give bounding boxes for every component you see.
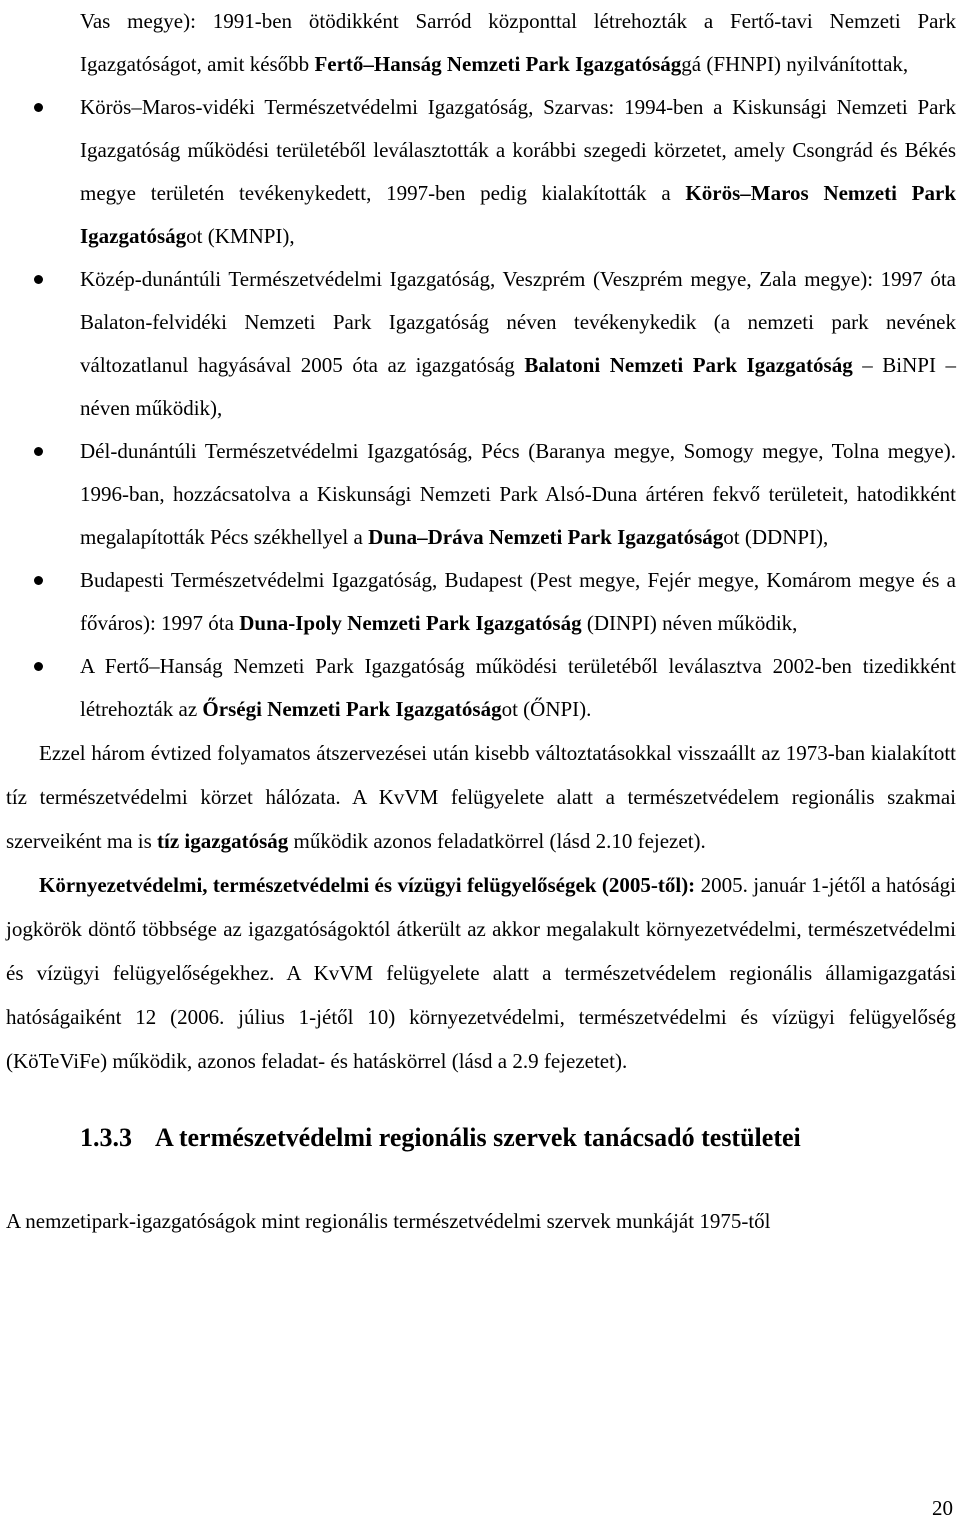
list-item xyxy=(6,0,956,86)
paragraph-lead-heading: Környezetvédelmi, természetvédelmi és vízügyi felügyelőségek (2005-től): xyxy=(39,873,696,897)
list-item xyxy=(6,430,956,559)
section-number: 1.3.3 xyxy=(80,1123,132,1152)
list-item-text: (DINPI) néven működik, xyxy=(581,611,798,635)
bullet-icon xyxy=(34,275,43,284)
list-item xyxy=(6,559,956,645)
list-item-text: ot (DDNPI), xyxy=(723,525,829,549)
list-item-text: Dél-dunántúli Természetvédelmi Igazgatóság, Pécs (Baranya megye, Somogy megye, Tolna megye). 1996-ban, hozzácsatolva a Kiskunsági Nemzeti Park Alsó-Duna ártéren fekvő területeit, hatodikként megalapították Pécs székhellyel a xyxy=(80,439,956,549)
bullet-icon xyxy=(34,103,43,112)
paragraph-text: A nemzetipark-igazgatóságok mint regionális természetvédelmi szervek munkáját 1975-től xyxy=(6,1209,771,1233)
directorate-list xyxy=(6,0,956,731)
paragraph-text: 2005. január 1-jétől a hatósági jogkörök döntő többsége az igazgatóságoktól átkerült az akkor megalakult környezetvédelmi, természetvédelmi és vízügyi felügyelőségekhez. A KvVM felügyelete alatt a természetvédelem regionális államigazgatási hatóságaiként 12 (2006. július 1-jétől 10) környezetvédelmi, természetvédelmi és vízügyi felügyelőség (KöTeViFe) működik, azonos feladat- és hatáskörrel (lásd a 2.9 fejezetet). xyxy=(6,873,957,1073)
list-item-text: Vas megye): 1991-ben ötödikként Sarród központtal létrehozták a Fertő-tavi Nemzeti Park Igazgatóságot, amit később xyxy=(80,9,956,76)
paragraph-bold-text: tíz igazgatóság xyxy=(157,829,289,853)
paragraph-text: működik azonos feladatkörrel (lásd 2.10 fejezet). xyxy=(288,829,706,853)
summary-paragraph xyxy=(6,731,956,863)
paragraph-text: Ezzel három évtized folyamatos átszervezései után kisebb változtatásokkal visszaállt az 1973-ban kialakított tíz természetvédelmi körzet hálózata. A KvVM felügyelete alatt a természetvédelem regionális szakmai szerveiként ma is xyxy=(6,741,956,853)
list-item-bold-name: Körös–Maros Nemzeti Park Igazgatóság xyxy=(80,181,956,248)
list-item-text: ot (ŐNPI). xyxy=(501,697,592,721)
inspectorates-paragraph xyxy=(6,863,956,1083)
list-item-bold-name: Duna–Dráva Nemzeti Park Igazgatóság xyxy=(368,525,724,549)
list-item-text: A Fertő–Hanság Nemzeti Park Igazgatóság működési területéből leválasztva 2002-ben tizedikként létrehozták az xyxy=(80,654,956,721)
list-item-text: ot (KMNPI), xyxy=(186,224,295,248)
bullet-icon xyxy=(34,447,43,456)
list-item-bold-name: Balatoni Nemzeti Park Igazgatóság xyxy=(524,353,853,377)
list-item xyxy=(6,258,956,430)
list-item-text: Körös–Maros-vidéki Természetvédelmi Igazgatóság, Szarvas: 1994-ben a Kiskunsági Nemzeti Park Igazgatóság működési területéből leválasztották a korábbi szegedi körzetet, amely Csongrád és Békés megye területén tevékenykedett, 1997-ben pedig kialakították a xyxy=(80,95,956,205)
document-page xyxy=(6,0,956,1243)
list-item-text: Közép-dunántúli Természetvédelmi Igazgatóság, Veszprém (Veszprém megye, Zala megye): 1997 óta Balaton-felvidéki Nemzeti Park Igazgatóság néven tevékenykedik (a nemzeti park nevének változatlanul hagyásával 2005 óta az igazgatóság xyxy=(80,267,956,377)
list-item-bold-name: Őrségi Nemzeti Park Igazgatóság xyxy=(202,697,502,721)
list-item xyxy=(6,645,956,731)
section-heading xyxy=(6,1114,956,1162)
section-title: A természetvédelmi regionális szervek tanácsadó testületei xyxy=(155,1123,801,1152)
bullet-icon xyxy=(34,576,43,585)
section-intro-paragraph xyxy=(6,1199,956,1243)
list-item-text: gá (FHNPI) nyilvánítottak, xyxy=(681,52,909,76)
list-item-bold-name: Duna-Ipoly Nemzeti Park Igazgatóság xyxy=(239,611,582,635)
list-item xyxy=(6,86,956,258)
page-number: 20 xyxy=(932,1496,953,1520)
list-item-text: – BiNPI – néven működik), xyxy=(80,353,956,420)
bullet-icon xyxy=(34,662,43,671)
list-item-bold-name: Fertő–Hanság Nemzeti Park Igazgatóság xyxy=(314,52,682,76)
list-item-text: Budapesti Természetvédelmi Igazgatóság, Budapest (Pest megye, Fejér megye, Komárom megye és a főváros): 1997 óta xyxy=(80,568,956,635)
